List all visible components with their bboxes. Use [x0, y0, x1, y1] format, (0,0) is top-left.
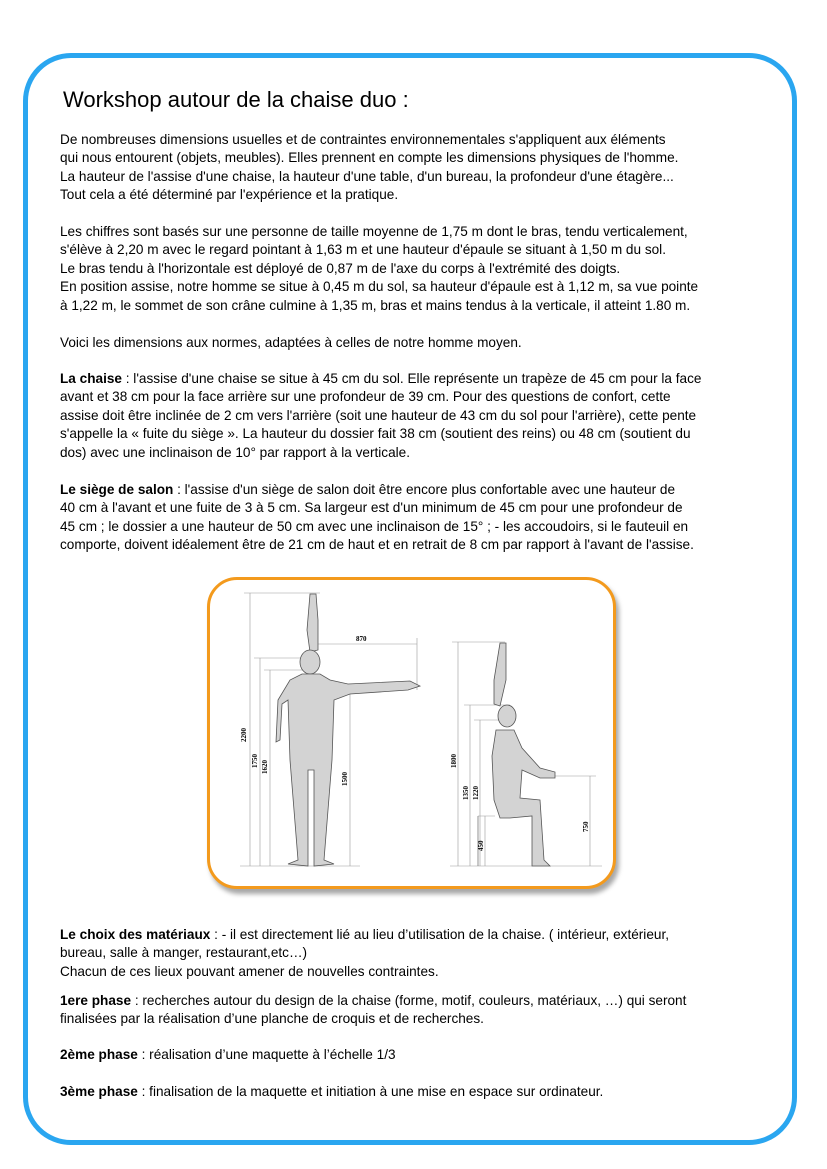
page-title: Workshop autour de la chaise duo : — [63, 87, 409, 112]
dim-table-height: 750 — [582, 821, 590, 832]
standing-figure — [276, 594, 420, 866]
dim-eye: 1620 — [261, 760, 269, 774]
chaise-heading: La chaise — [60, 371, 122, 386]
chaise-paragraph: La chaise : l'assise d'une chaise se situe à 45 cm du sol. Elle représente un trapèze de 45 cm pour la face avant et 38 cm pour la face arrière sur une profondeur de 39 cm. Pour des questions de confort, cette assise doit être inclinée de 2 cm vers l'arrière (soit une hauteur de 43 cm du sol pour l'arrière), cette pente s'appelle la « fuite du siège ». La hauteur du dossier fait 38 cm (soutient des reins) ou 48 cm (soutient du dos) avec une inclinaison de 10° par rapport à la verticale. — [60, 371, 702, 460]
ergonomics-diagram — [210, 580, 613, 886]
intro-paragraph: De nombreuses dimensions usuelles et de contraintes environnementales s'appliquent aux éléments qui nous entourent (objets, meubles). Elles prennent en compte les dimensions physiques de l'homme. La hauteur de l'assise d'une chaise, la hauteur d'une table, d'un bureau, la profondeur d'une étagère... Tout cela a été déterminé par l'expérience et la pratique. — [60, 132, 679, 203]
materiaux-heading: Le choix des matériaux — [60, 927, 211, 942]
dim-seated-reach: 1800 — [450, 754, 458, 768]
norms-paragraph: Voici les dimensions aux normes, adaptées à celles de notre homme moyen. — [60, 335, 522, 350]
dim-seated-eye: 1220 — [472, 786, 480, 800]
phase3-heading: 3ème phase — [60, 1084, 138, 1099]
phase3-paragraph: 3ème phase : finalisation de la maquette et initiation à une mise en espace sur ordinateur. — [60, 1084, 604, 1099]
dim-height: 1750 — [251, 754, 259, 768]
materiaux-paragraph: Le choix des matériaux : - il est directement lié au lieu d’utilisation de la chaise. ( intérieur, extérieur, bureau, salle à manger, restaurant,etc…) Chacun de ces lieux pouvant amener de nouvelles contraintes. — [60, 927, 669, 979]
seated-figure — [492, 643, 555, 866]
phase2-paragraph: 2ème phase : réalisation d’une maquette à l’échelle 1/3 — [60, 1047, 396, 1062]
dim-total-reach: 2200 — [240, 728, 248, 742]
dim-seat-height: 450 — [477, 840, 485, 851]
salon-heading: Le siège de salon — [60, 482, 174, 497]
phase1-heading: 1ere phase — [60, 993, 132, 1008]
phase2-heading: 2ème phase — [60, 1047, 138, 1062]
dim-seated-head: 1350 — [462, 786, 470, 800]
dim-shoulder: 1500 — [341, 772, 349, 786]
dim-arm-span: 870 — [356, 635, 367, 643]
phase1-paragraph: 1ere phase : recherches autour du design de la chaise (forme, motif, couleurs, matériaux, …) qui seront finalisées par la réalisation d’une planche de croquis et de recherches. — [60, 993, 687, 1027]
average-person-paragraph: Les chiffres sont basés sur une personne de taille moyenne de 1,75 m dont le bras, tendu verticalement, s'élève à 2,20 m avec le regard pointant à 1,63 m et une hauteur d'épaule se situant à 1,50 m du sol. Le bras tendu à l'horizontale est déployé de 0,87 m de l'axe du corps à l'extrémité des doigts. En position assise, notre homme se situe à 0,45 m du sol, sa hauteur d'épaule est à 1,12 m, sa vue pointe à 1,22 m, le sommet de son crâne culmine à 1,35 m, bras et mains tendus à la verticale, il atteint 1.80 m. — [60, 224, 699, 313]
ergonomics-figure — [207, 577, 616, 889]
salon-paragraph: Le siège de salon : l'assise d'un siège de salon doit être encore plus confortable avec une hauteur de 40 cm à l'avant et une fuite de 3 à 5 cm. Sa largeur est d'un minimum de 45 cm pour une profondeur de 45 cm ; le dossier a une hauteur de 50 cm avec une inclinaison de 15° ; - les accoudoirs, si le fauteuil en comporte, doivent idéalement être de 21 cm de haut et en retrait de 8 cm par rapport à l'avant de l'assise. — [60, 482, 694, 553]
